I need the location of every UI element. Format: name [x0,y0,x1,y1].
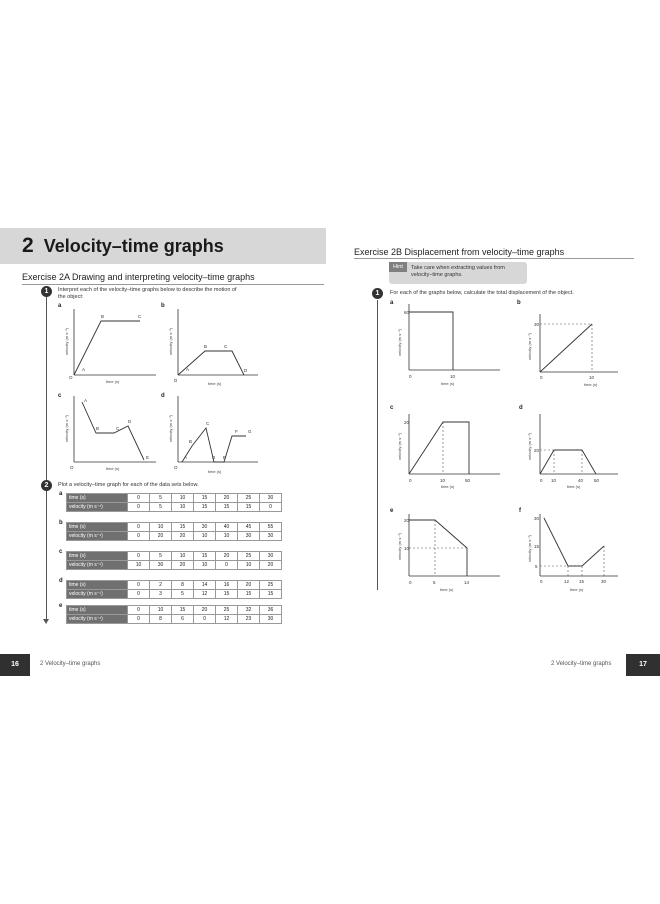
table-cell: 0 [260,503,282,512]
y-axis-label: velocity (m s⁻¹) [397,533,402,560]
table-cell: 0 [128,590,150,599]
table-row [67,615,282,624]
point-label: D [212,455,216,460]
table-cell: 15 [216,503,238,512]
chapter-title-text: Velocity–time graphs [43,236,224,256]
table-cell: 0 [128,581,150,590]
question-1-line2: the object: [58,294,84,300]
x-axis-label: time (s) [106,466,120,471]
y-tick-label: 10 [404,546,410,551]
table-row [67,523,282,532]
graph-b-label: b [161,303,165,309]
question-2-marker: 2 [41,480,52,491]
exercise-2b-title: Exercise 2B Displacement from velocity–time graphs [354,247,565,257]
data-table-c [66,551,282,570]
table-cell: 10 [216,532,238,541]
hint-text [411,265,505,279]
point-label: C [224,344,228,349]
x-axis-label: time (s) [208,381,222,386]
y-tick-label: 20 [534,448,540,453]
table-cell: 0 [128,615,150,624]
graph-f-label-2b: f [519,508,521,514]
origin-label: 0 [540,478,543,483]
exercise-2b-rule [354,258,634,259]
table-cell: 32 [238,606,260,615]
table-cell: 10 [172,494,194,503]
table-cell: 8 [172,581,194,590]
table-cell: 12 [194,590,216,599]
point-label: O [70,465,74,470]
origin-label: 0 [540,375,543,380]
y-tick-label: 30 [534,516,540,521]
point-label: C [116,426,120,431]
point-label: A [184,455,188,460]
table-cell: 20 [194,606,216,615]
table-row [67,581,282,590]
graph-line [540,450,596,474]
point-label: D [244,368,248,373]
table-header-cell: time (s) [67,606,128,615]
table-cell: 15 [194,494,216,503]
question-1-text [58,287,237,301]
x-tick-label: 10 [440,478,446,483]
point-label: B [101,314,105,319]
table-cell: 30 [238,532,260,541]
point-label: O [174,465,178,470]
x-axis-label: time (s) [441,484,455,489]
table-cell: 15 [238,503,260,512]
point-label: C [138,314,142,319]
table-cell: 20 [216,494,238,503]
graph-2a-b [164,305,260,387]
question-1-text-2b: For each of the graphs below, calculate the total displacement of the object. [390,290,574,296]
graph-d-label: d [161,393,165,399]
hint-line-1: Take care when extracting values from [411,265,505,271]
y-tick-label: 20 [404,420,410,425]
table-cell: 15 [172,523,194,532]
question-1-marker-2b: 1 [372,288,383,299]
table-cell: 10 [194,532,216,541]
table-cell: 10 [150,606,172,615]
graph-2a-c [60,392,158,474]
graph-2b-b [522,312,622,390]
graph-line [409,422,469,474]
table-cell: 0 [128,503,150,512]
x-tick-label: 50 [465,478,471,483]
exercise-2a-rule [22,284,324,285]
point-label: A [82,367,86,372]
table-cell: 5 [150,552,172,561]
table-cell: 30 [260,532,282,541]
x-tick-label: 5 [433,580,436,585]
point-label: G [248,429,252,434]
x-tick-label: 14 [464,580,470,585]
table-header-cell: velocity (m s⁻¹) [67,503,128,512]
table-header-cell: velocity (m s⁻¹) [67,561,128,570]
table-row [67,606,282,615]
point-label: D [128,419,132,424]
graph-2b-f [522,512,622,596]
right-footer-text: 2 Velocity–time graphs [551,661,612,667]
y-axis-label: velocity (m s⁻¹) [397,329,402,356]
table-cell: 40 [216,523,238,532]
x-axis-label: time (s) [584,382,598,387]
question-1-line1: Interpret each of the velocity–time graphs below to describe the motion of [58,287,237,293]
table-cell: 0 [128,552,150,561]
chapter-number: 2 [22,234,34,257]
graph-c-label: c [58,393,62,399]
data-table-d [66,580,282,599]
x-tick-label: 12 [564,579,570,584]
exercise-2a-title: Exercise 2A Drawing and interpreting velocity–time graphs [22,272,255,282]
point-label: O [69,375,73,380]
y-axis-label: velocity (m s⁻¹) [168,328,173,355]
x-tick-label: 30 [601,579,607,584]
table-header-cell: time (s) [67,552,128,561]
table-a-label: a [59,491,63,497]
graph-e-label-2b: e [390,508,394,514]
chapter-title [22,234,224,258]
table-cell: 0 [128,523,150,532]
table-cell: 16 [216,581,238,590]
origin-label: 0 [409,580,412,585]
table-cell: 14 [194,581,216,590]
point-label: D [174,378,178,383]
data-table-b [66,522,282,541]
graph-2b-a [395,302,505,388]
y-axis-label: velocity (m s⁻¹) [168,415,173,442]
left-footer-text: 2 Velocity–time graphs [40,661,101,667]
hint-label: Hint [389,262,407,272]
table-cell: 30 [150,561,172,570]
point-label: E [223,455,227,460]
table-cell: 10 [128,561,150,570]
table-cell: 20 [150,532,172,541]
graph-line [540,324,592,372]
table-cell: 23 [238,615,260,624]
y-axis-label: velocity (m s⁻¹) [397,433,402,460]
page-number-17: 17 [626,654,660,676]
table-cell: 5 [150,494,172,503]
graph-2a-a [60,305,158,387]
table-e-label: e [59,603,63,609]
table-cell: 25 [238,552,260,561]
table-cell: 55 [260,523,282,532]
table-cell: 20 [238,581,260,590]
table-cell: 3 [150,590,172,599]
x-tick-label: 10 [589,375,595,380]
x-tick-label: 50 [594,478,600,483]
table-cell: 15 [216,590,238,599]
table-header-cell: time (s) [67,581,128,590]
table-cell: 15 [194,552,216,561]
graph-c-label-2b: c [390,405,394,411]
table-c-label: c [59,549,63,555]
y-tick-label: 60 [404,310,410,315]
page-number-16: 16 [0,654,30,676]
table-cell: 30 [260,494,282,503]
graph-2b-e [395,512,505,596]
table-cell: 20 [172,532,194,541]
graph-2b-d [522,412,622,490]
question-side-line [46,292,47,622]
point-label: C [206,421,210,426]
table-row [67,532,282,541]
side-line-arrow [43,619,49,624]
table-cell: 10 [238,561,260,570]
table-header-cell: time (s) [67,494,128,503]
table-cell: 10 [172,552,194,561]
point-label: B [189,439,193,444]
table-row [67,552,282,561]
question-side-line-2b [377,300,378,590]
table-cell: 25 [238,494,260,503]
x-axis-label: time (s) [106,379,120,384]
graph-2b-c [395,412,505,490]
table-cell: 15 [238,590,260,599]
y-tick-label: 5 [535,564,538,569]
table-d-label: d [59,578,63,584]
x-tick-label: 40 [578,478,584,483]
table-row [67,494,282,503]
point-label: B [96,426,100,431]
graph-d-label-2b: d [519,405,523,411]
table-cell: 10 [194,561,216,570]
table-cell: 0 [128,606,150,615]
table-header-cell: velocity (m s⁻¹) [67,590,128,599]
y-axis-label: velocity (m s⁻¹) [64,328,69,355]
table-row [67,561,282,570]
x-tick-label: 10 [450,374,456,379]
table-cell: 5 [150,503,172,512]
y-tick-label: 15 [534,544,540,549]
table-cell: 6 [172,615,194,624]
graph-b-label-2b: b [517,300,521,306]
table-cell: 25 [216,606,238,615]
graph-line [409,312,453,370]
x-axis-label: time (s) [441,381,455,386]
graph-a-label-2b: a [390,300,394,306]
y-axis-label: velocity (m s⁻¹) [64,415,69,442]
table-cell: 15 [172,606,194,615]
table-cell: 12 [216,615,238,624]
x-tick-label: 15 [579,579,585,584]
x-axis-label: time (s) [208,469,222,474]
table-cell: 2 [150,581,172,590]
table-cell: 10 [150,523,172,532]
table-cell: 45 [238,523,260,532]
point-label: B [204,344,208,349]
point-label: A [84,398,88,403]
table-cell: 25 [260,581,282,590]
y-axis-label: velocity (m s⁻¹) [527,535,532,562]
data-table-e [66,605,282,624]
table-cell: 20 [260,561,282,570]
table-cell: 5 [172,590,194,599]
graph-a-label: a [58,303,62,309]
y-tick-label: 20 [404,518,410,523]
table-cell: 0 [216,561,238,570]
table-header-cell: velocity (m s⁻¹) [67,532,128,541]
table-row [67,590,282,599]
table-header-cell: time (s) [67,523,128,532]
table-b-label: b [59,520,63,526]
table-header-cell: velocity (m s⁻¹) [67,615,128,624]
table-cell: 20 [172,561,194,570]
y-tick-label: 30 [534,322,540,327]
table-row [67,503,282,512]
data-table-a [66,493,282,512]
point-label: E [146,455,150,460]
graph-line [82,402,144,460]
point-label: F [235,429,238,434]
x-tick-label: 10 [551,478,557,483]
point-label: A [186,367,190,372]
graph-2a-d [164,392,260,476]
x-axis-label: time (s) [567,484,581,489]
origin-label: 0 [409,478,412,483]
table-cell: 0 [128,532,150,541]
table-cell: 36 [260,606,282,615]
table-cell: 8 [150,615,172,624]
table-cell: 15 [194,503,216,512]
table-cell: 15 [260,590,282,599]
table-cell: 30 [194,523,216,532]
question-1-marker: 1 [41,286,52,297]
table-cell: 10 [172,503,194,512]
graph-line [544,518,604,566]
table-cell: 0 [194,615,216,624]
table-cell: 30 [260,552,282,561]
y-axis-label: velocity (m s⁻¹) [527,433,532,460]
hint-line-2: velocity–time graphs. [411,272,463,278]
table-cell: 30 [260,615,282,624]
x-axis-label: time (s) [440,587,454,592]
table-cell: 20 [216,552,238,561]
y-axis-label: velocity (m s⁻¹) [527,333,532,360]
x-axis-label: time (s) [570,587,584,592]
table-cell: 0 [128,494,150,503]
question-2-text: Plot a velocity–time graph for each of the data sets below. [58,482,199,488]
origin-label: 0 [540,579,543,584]
origin-label: 0 [409,374,412,379]
